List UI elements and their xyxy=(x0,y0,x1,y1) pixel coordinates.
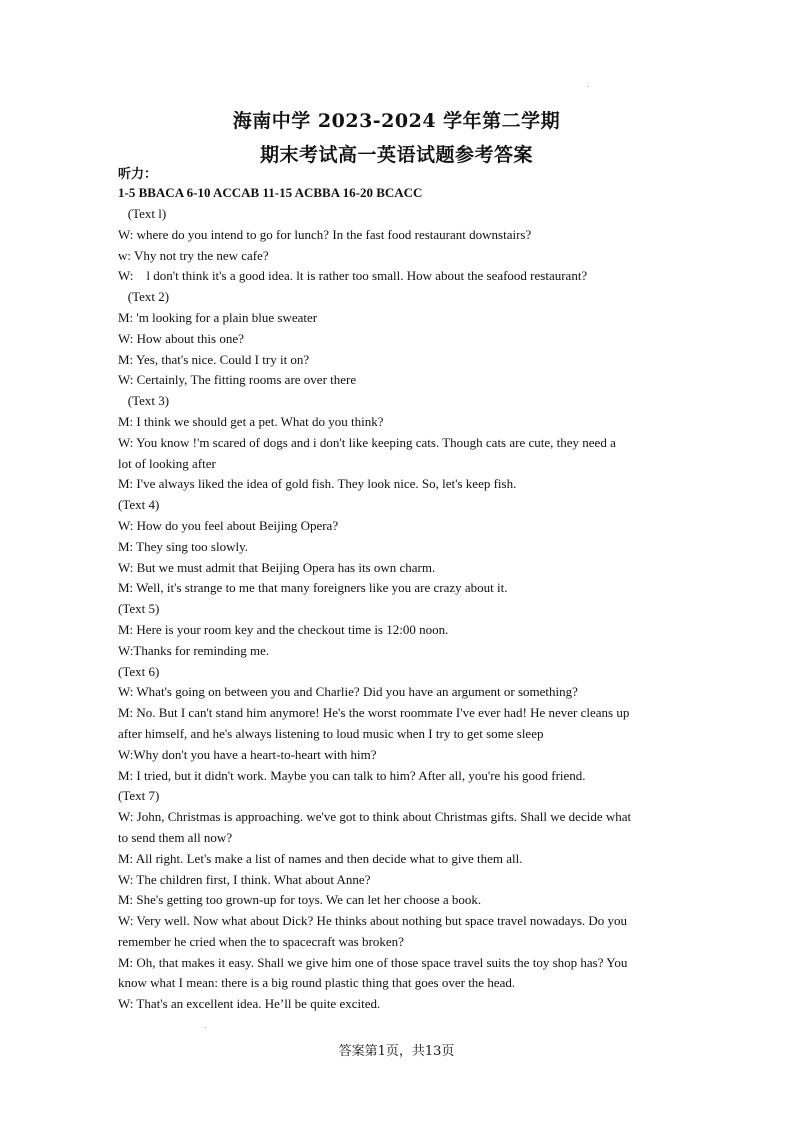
transcript-line: (Text 3) xyxy=(118,393,170,409)
transcript-line: W: But we must admit that Beijing Opera has its own charm. xyxy=(118,559,436,575)
transcript-line: (Text l) xyxy=(118,206,167,221)
transcript-line: (Text 7) xyxy=(118,788,160,804)
transcript-line: M: Yes, that's nice. Could I try it on? xyxy=(118,351,310,367)
transcript-line: W:Why don't you have a heart-to-heart with him? xyxy=(118,746,377,762)
transcript-line: (Text 5) xyxy=(118,601,160,617)
transcript-line: W:Thanks for reminding me. xyxy=(118,642,270,658)
transcript-line: W: That's an excellent idea. He’ll be quite excited. xyxy=(118,996,381,1012)
answer-key: 1-5 BBACA 6-10 ACCAB 11-15 ACBBA 16-20 BCACC xyxy=(118,185,423,200)
transcript-line: (Text 2) xyxy=(118,289,170,305)
section-label-listening: 听力： xyxy=(118,167,158,182)
transcript-line: (Text 6) xyxy=(118,663,160,679)
transcript-line: M: They sing too slowly. xyxy=(118,538,249,554)
transcript-line: M: She's getting too grown-up for toys. We can let her choose a book. xyxy=(118,892,482,908)
transcript-line: W: John, Christmas is approaching. we've got to think about Christmas gifts. Shall we decide what xyxy=(118,809,632,825)
transcript-line: M: Well, it's strange to me that many foreigners like you are crazy about it. xyxy=(118,580,508,596)
transcript-line: M: All right. Let's make a list of names and then decide what to give them all. xyxy=(118,850,523,866)
scan-speck xyxy=(588,86,589,87)
transcript-line: W: What's going on between you and Charlie? Did you have an argument or something? xyxy=(118,684,578,700)
transcript-line: W: You know !'m scared of dogs and i don't like keeping cats. Though cats are cute, they need a xyxy=(118,434,616,450)
transcript-line: M: I think we should get a pet. What do you think? xyxy=(118,413,384,429)
document-title-line-1: 海南中学 2023-2024 学年第二学期 xyxy=(232,110,561,132)
transcript-line: M: 'm looking for a plain blue sweater xyxy=(118,309,318,325)
transcript-line: M: Oh, that makes it easy. Shall we give him one of those space travel suits the toy shop has? You xyxy=(118,954,628,970)
listening-transcript xyxy=(118,204,678,1015)
transcript-line: remember he cried when the to spacecraft was broken? xyxy=(118,933,404,949)
document-title-line-2: 期末考试高一英语试题参考答案 xyxy=(259,144,533,166)
transcript-line: M: I tried, but it didn't work. Maybe you can talk to him? After all, you're his good friend. xyxy=(118,767,586,783)
transcript-line: W: where do you intend to go for lunch? In the fast food restaurant downstairs? xyxy=(118,226,532,242)
transcript-line: know what I mean: there is a big round plastic thing that goes over the head. xyxy=(118,975,516,991)
transcript-line: M: Here is your room key and the checkout time is 12:00 noon. xyxy=(118,621,449,637)
transcript-line: W: l don't think it's a good idea. lt is rather too small. How about the seafood restaurant? xyxy=(118,268,588,284)
transcript-line: W: Certainly, The fitting rooms are over there xyxy=(118,372,357,388)
scan-speck xyxy=(205,1027,206,1028)
transcript-line: M: No. But I can't stand him anymore! He's the worst roommate I've ever had! He never cleans up xyxy=(118,705,630,721)
transcript-line: M: I've always liked the idea of gold fish. They look nice. So, let's keep fish. xyxy=(118,476,517,492)
transcript-line: w: Vhy not try the new cafe? xyxy=(118,247,269,263)
transcript-line: lot of looking after xyxy=(118,455,216,471)
transcript-line: W: How do you feel about Beijing Opera? xyxy=(118,517,339,533)
page-footer: 答案第1页，共13页 xyxy=(338,1044,455,1059)
transcript-line: after himself, and he's always listening to loud music when I try to get some sleep xyxy=(118,725,544,741)
transcript-line: W: The children first, I think. What about Anne? xyxy=(118,871,371,887)
transcript-line: (Text 4) xyxy=(118,497,160,513)
transcript-line: W: Very well. Now what about Dick? He thinks about nothing but space travel nowadays. Do you xyxy=(118,913,628,929)
transcript-line: W: How about this one? xyxy=(118,330,244,346)
transcript-line: to send them all now? xyxy=(118,829,233,845)
